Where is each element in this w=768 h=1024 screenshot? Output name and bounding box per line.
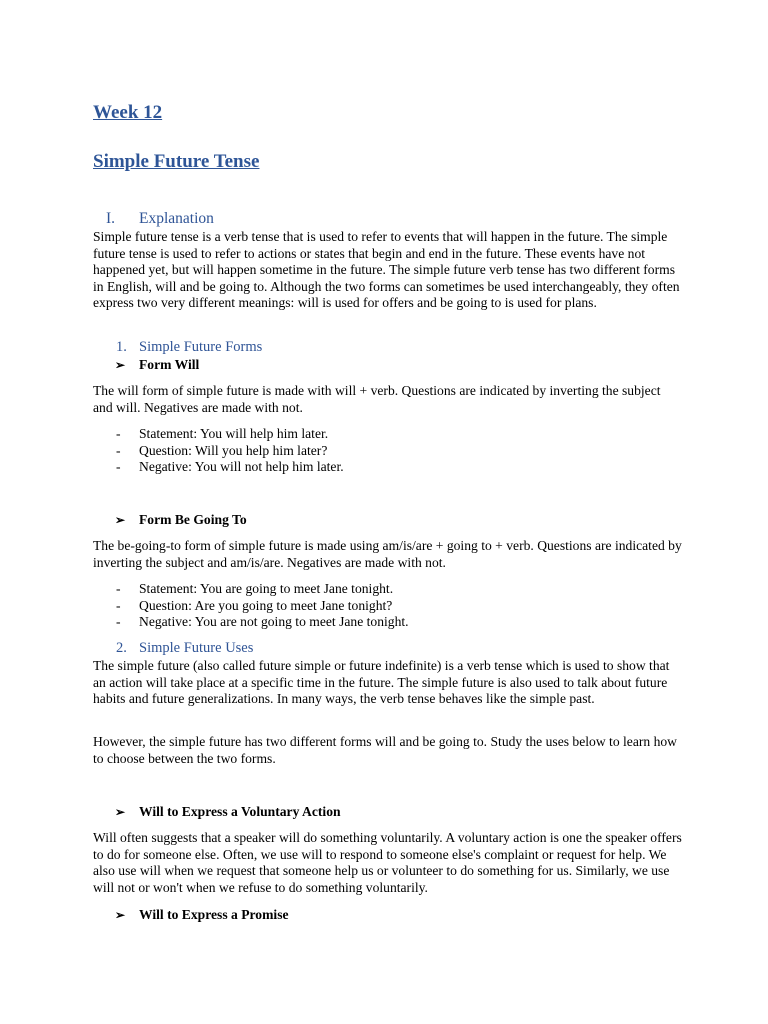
form-going-to-examples [93, 581, 409, 631]
section-heading-label: Explanation [139, 210, 214, 227]
voluntary-action-heading [93, 804, 341, 820]
arrow-bullet-icon: ➢ [115, 805, 126, 819]
dash-bullet: - [116, 597, 121, 613]
dash-bullet: - [116, 581, 121, 596]
form-will-paragraph: The will form of simple future is made with will + verb. Questions are indicated by inverting the subject and will. Negatives are made with not. [93, 383, 661, 415]
example-text: Question: Are you going to meet Jane tonight? [139, 597, 393, 613]
form-will-label: Form Will [139, 357, 200, 372]
section-number: I. [106, 210, 116, 227]
form-going-to-label: Form Be Going To [139, 512, 247, 527]
subheading-number: 2. [116, 640, 127, 656]
example-text: Negative: You are not going to meet Jane tonight. [139, 614, 409, 630]
list-item [93, 443, 344, 460]
subheading-label: Simple Future Uses [139, 640, 254, 656]
list-item [93, 598, 409, 615]
arrow-bullet-icon: ➢ [115, 358, 126, 372]
arrow-bullet-icon: ➢ [115, 513, 126, 527]
section-heading-explanation [93, 210, 214, 228]
uses-paragraph-1: The simple future (also called future simple or future indefinite) is a verb tense which is used to show that an action will take place at a specific time in the future. The simple future is also used to talk about future habits and future generalizations. In many ways, the verb tense behaves like the simple past. [93, 658, 670, 706]
week-title: Week 12 [93, 102, 163, 123]
list-item [93, 614, 409, 631]
list-item [93, 459, 344, 476]
subheading-simple-future-uses [93, 640, 253, 657]
voluntary-action-paragraph: Will often suggests that a speaker will do something voluntarily. A voluntary action is one the speaker offers to do for someone else. Often, we use will to respond to someone else's complaint or request for help. We also use will when we request that someone help us or volunteer to do something for us. Similarly, we use will not or won't when we refuse to do something voluntarily. [93, 830, 682, 895]
form-will-heading [93, 357, 199, 373]
example-text: Statement: You will help him later. [139, 426, 329, 441]
dash-bullet: - [116, 426, 121, 441]
dash-bullet: - [116, 442, 121, 458]
list-item [93, 581, 409, 598]
subheading-simple-future-forms [93, 339, 262, 356]
dash-bullet: - [116, 459, 121, 475]
promise-heading [93, 907, 289, 923]
arrow-bullet-icon: ➢ [115, 908, 126, 922]
example-text: Question: Will you help him later? [139, 442, 328, 458]
example-text: Statement: You are going to meet Jane tonight. [139, 581, 394, 596]
subheading-number: 1. [116, 339, 127, 355]
form-will-examples [93, 426, 344, 476]
example-text: Negative: You will not help him later. [139, 459, 344, 475]
voluntary-action-label: Will to Express a Voluntary Action [139, 804, 341, 819]
explanation-paragraph: Simple future tense is a verb tense that is used to refer to events that will happen in the future. The simple future tense is used to refer to actions or states that begin and end in the future. These events have not happened yet, but will happen sometime in the future. The simple future verb tense has two different forms in English, will and be going to. Although the two forms can sometimes be used interchangeably, they often express two very different meanings: will is used for offers and be going to is used for plans. [93, 229, 680, 310]
list-item [93, 426, 344, 443]
subheading-label: Simple Future Forms [139, 339, 263, 355]
form-going-to-heading [93, 512, 247, 528]
promise-label: Will to Express a Promise [139, 907, 289, 922]
uses-paragraph-2: However, the simple future has two different forms will and be going to. Study the uses below to learn how to choose between the two forms. [93, 734, 677, 766]
form-going-to-paragraph: The be-going-to form of simple future is made using am/is/are + going to + verb. Questions are indicated by inverting the subject and am/is/are. Negatives are made with not. [93, 538, 682, 570]
dash-bullet: - [116, 614, 121, 630]
topic-title: Simple Future Tense [93, 151, 260, 172]
